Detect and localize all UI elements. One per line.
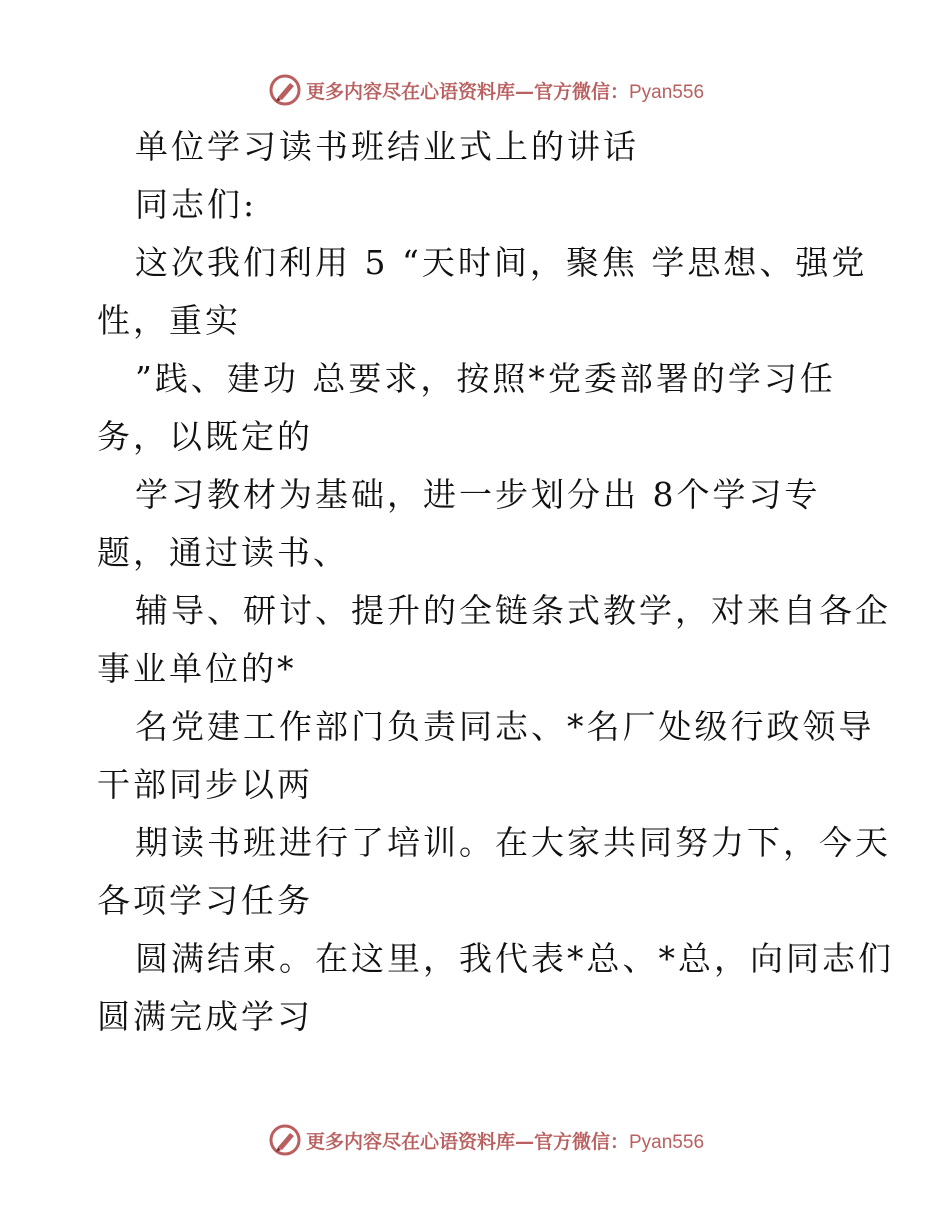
paragraph-line: 期读书班进行了培训。在大家共同努力下，今天	[135, 823, 891, 862]
paragraph-line: 这次我们利用 5 “天时间，聚焦 学思想、强党	[135, 243, 868, 282]
paragraph-line: 圆满完成学习	[97, 997, 313, 1036]
paragraph-line: 圆满结束。在这里，我代表*总、*总，向同志们	[135, 939, 894, 978]
watermark-text: 更多内容尽在心语资料库—官方微信：Pyan556	[305, 80, 705, 103]
watermark-text: 更多内容尽在心语资料库—官方微信：Pyan556	[305, 1130, 705, 1153]
paragraph-line: 名党建工作部门负责同志、*名厂处级行政领导	[135, 707, 875, 746]
footer-watermark	[0, 1120, 950, 1160]
paragraph-line: 辅导、研讨、提升的全链条式教学，对来自各企	[135, 591, 891, 630]
paragraph-line: 事业单位的*	[97, 649, 297, 688]
paragraph-line: 题，通过读书、	[97, 533, 349, 572]
pen-logo-icon	[268, 1123, 302, 1157]
paragraph-line: 同志们:	[135, 185, 258, 224]
paragraph-line: 各项学习任务	[97, 881, 313, 920]
paragraph-line: ”践、建功 总要求，按照*党委部署的学习任	[135, 359, 836, 398]
document-title: 单位学习读书班结业式上的讲话	[135, 127, 639, 166]
paragraph-line: 务，以既定的	[97, 417, 313, 456]
pen-logo-icon	[268, 73, 302, 107]
header-watermark	[0, 70, 950, 110]
paragraph-line: 干部同步以两	[97, 765, 313, 804]
paragraph-line: 性，重实	[97, 301, 241, 340]
paragraph-line: 学习教材为基础，进一步划分出 8个学习专	[135, 475, 821, 514]
